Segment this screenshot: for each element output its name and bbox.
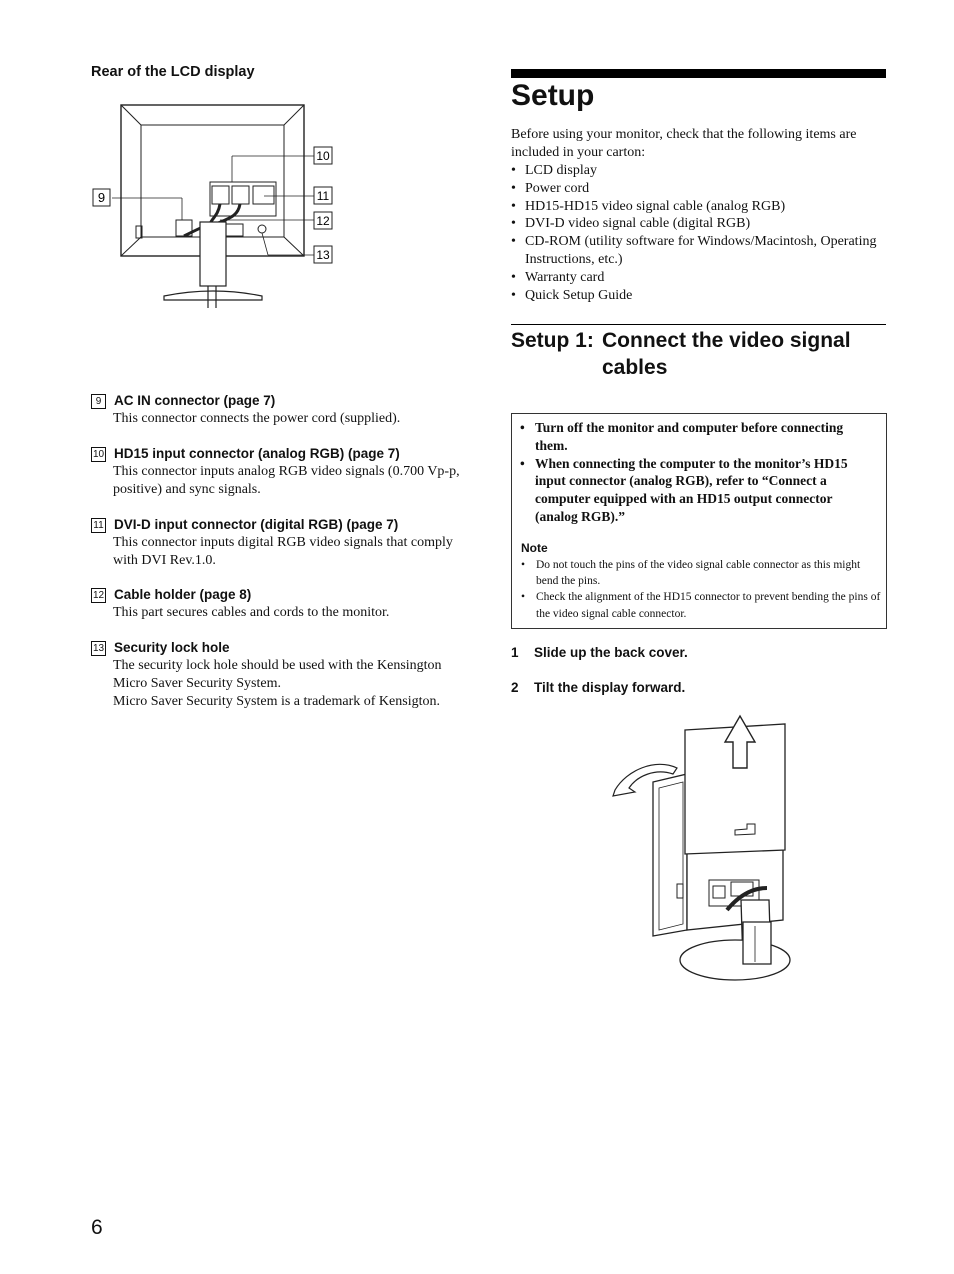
list-item: • LCD display	[511, 162, 891, 180]
item-description: This connector connects the power cord (supplied).	[113, 411, 401, 426]
item-title: AC IN connector (page 7)	[114, 393, 276, 408]
svg-text:12: 12	[316, 214, 330, 228]
callout-9	[93, 189, 110, 206]
list-item: • DVI-D video signal cable (digital RGB)	[511, 215, 891, 233]
svg-text:10: 10	[316, 149, 330, 163]
note-heading: Note	[521, 541, 548, 555]
step-number: 2	[511, 680, 519, 695]
list-item: • CD-ROM (utility software for Windows/Macintosh, Operating Instructions, etc.)	[511, 233, 891, 269]
callout-13	[314, 246, 332, 263]
caution-list	[520, 419, 878, 526]
item-number: 10	[92, 448, 105, 460]
list-item: • Power cord	[511, 180, 891, 198]
note-list	[521, 557, 881, 622]
list-item: • Warranty card	[511, 269, 891, 287]
caution-item: • When connecting the computer to the monitor’s HD15 input connector (analog RGB), refer to “Connect a computer equipped with an HD15 output connector (analog RGB).”	[520, 455, 878, 526]
svg-text:9: 9	[97, 190, 106, 205]
section-rule	[511, 69, 886, 78]
item-description: The security lock hole should be used with the Kensington Micro Saver Security System.	[113, 658, 442, 691]
step-text: Tilt the display forward.	[534, 680, 686, 695]
item-security-lock-hole	[91, 639, 471, 710]
intro-text: Before using your monitor, check that the following items are included in your carton:	[511, 127, 857, 160]
step-2	[511, 680, 685, 695]
caution-box	[511, 413, 887, 629]
caution-item: • Turn off the monitor and computer before connecting them.	[520, 419, 878, 455]
svg-text:11: 11	[316, 189, 330, 203]
note-item: • Check the alignment of the HD15 connector to prevent bending the pins of the video signal cable connector.	[521, 589, 881, 621]
item-number: 13	[92, 642, 105, 654]
item-title: DVI-D input connector (digital RGB) (page 7)	[114, 517, 399, 532]
item-description: This connector inputs digital RGB video signals that comply with DVI Rev.1.0.	[113, 535, 453, 568]
item-ac-in-connector	[91, 392, 471, 428]
list-item: • Quick Setup Guide	[511, 287, 891, 305]
rear-lcd-illustration	[92, 100, 342, 312]
item-number: 11	[91, 518, 106, 533]
callout-10	[314, 147, 332, 164]
item-dvi-d-connector	[91, 516, 471, 570]
callout-12	[314, 212, 332, 229]
item-title: Cable holder (page 8)	[114, 587, 252, 602]
item-title: HD15 input connector (analog RGB) (page 7)	[114, 446, 400, 461]
step-number: 1	[511, 645, 519, 660]
page-number: 6	[91, 1216, 103, 1239]
item-cable-holder	[91, 586, 471, 622]
item-number: 12	[92, 589, 105, 601]
rear-heading: Rear of the LCD display	[91, 64, 255, 80]
callout-11	[314, 187, 332, 204]
page-title: Setup	[511, 79, 595, 112]
carton-items-list	[511, 162, 891, 304]
item-title: Security lock hole	[114, 640, 230, 655]
svg-text:13: 13	[316, 248, 330, 262]
step-1	[511, 645, 688, 660]
item-trademark-note: Micro Saver Security System is a trademark of Kensigton.	[113, 693, 440, 709]
note-item: • Do not touch the pins of the video signal cable connector as this might bend the pins.	[521, 557, 881, 589]
list-item: • HD15-HD15 video signal cable (analog RGB)	[511, 198, 891, 216]
item-description: This connector inputs analog RGB video signals (0.700 Vp-p, positive) and sync signals.	[113, 464, 460, 497]
item-hd15-connector	[91, 445, 471, 499]
item-number: 9	[91, 394, 106, 409]
item-description: This part secures cables and cords to the monitor.	[113, 605, 390, 620]
subsection-rule	[511, 324, 886, 325]
subsection-title	[511, 327, 886, 381]
subsection-title-line2: cables	[602, 356, 668, 379]
subsection-label: Setup 1:	[511, 329, 594, 352]
step-text: Slide up the back cover.	[534, 645, 688, 660]
subsection-title-line1: Connect the video signal	[602, 329, 851, 352]
monitor-back-cover-illustration	[605, 712, 795, 987]
